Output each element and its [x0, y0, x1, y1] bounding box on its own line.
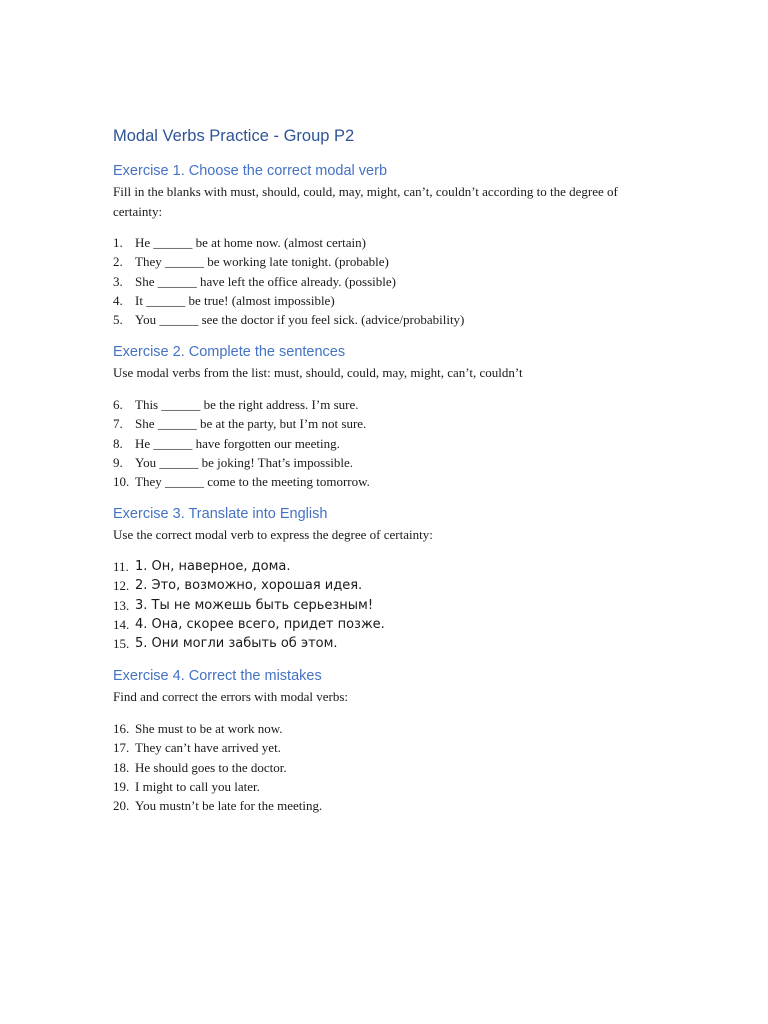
exercise-instructions: Use modal verbs from the list: must, should, could, may, might, can’t, couldn’t	[113, 365, 523, 381]
item-number: 14.	[113, 616, 130, 632]
item-number: 11.	[113, 558, 129, 574]
item-text: 5. Они могли забыть об этом.	[135, 636, 338, 652]
item-text: This ______ be the right address. I’m sure.	[135, 396, 359, 412]
item-number: 16.	[113, 720, 130, 736]
item-number: 13.	[113, 597, 130, 613]
exercise-instructions: Use the correct modal verb to express the degree of certainty:	[113, 527, 433, 543]
list-item	[113, 310, 653, 329]
list-item	[113, 395, 653, 414]
item-number: 1.	[113, 235, 123, 250]
item-text: I might to call you later.	[135, 778, 260, 794]
exercise-list	[113, 557, 653, 653]
item-text: 2. Это, возможно, хорошая идея.	[135, 578, 363, 594]
item-text: You mustn’t be late for the meeting.	[135, 798, 323, 814]
item-number: 3.	[113, 273, 123, 289]
list-item	[113, 777, 653, 796]
item-text: He ______ be at home now. (almost certain)	[135, 235, 366, 250]
list-item	[113, 576, 653, 595]
page-title: Modal Verbs Practice - Group P2	[113, 127, 355, 145]
item-text: You ______ be joking! That’s impossible.	[135, 454, 354, 470]
list-item	[113, 434, 653, 453]
list-item	[113, 796, 653, 815]
item-number: 8.	[113, 435, 123, 451]
item-text: You ______ see the doctor if you feel sick. (advice/probability)	[135, 312, 465, 328]
list-item	[113, 596, 653, 615]
list-item	[113, 272, 653, 291]
item-number: 2.	[113, 254, 123, 270]
list-item	[113, 453, 653, 472]
item-text: They ______ be working late tonight. (probable)	[135, 254, 389, 270]
list-item	[113, 414, 653, 433]
exercise-heading: Exercise 1. Choose the correct modal verb	[113, 163, 388, 179]
item-text: He ______ have forgotten our meeting.	[135, 435, 340, 451]
item-number: 6.	[113, 396, 123, 412]
item-text: 3. Ты не можешь быть серьезным!	[135, 597, 374, 613]
list-item	[113, 634, 653, 653]
exercise-heading: Exercise 2. Complete the sentences	[113, 344, 346, 361]
item-text: They ______ come to the meeting tomorrow.	[135, 474, 370, 490]
item-text: It ______ be true! (almost impossible)	[135, 292, 335, 308]
item-number: 19.	[113, 778, 130, 794]
item-number: 15.	[113, 636, 130, 652]
item-text: She ______ be at the party, but I’m not sure.	[135, 416, 367, 432]
list-item	[113, 472, 653, 491]
exercise-3	[113, 503, 653, 653]
document-body	[113, 124, 653, 815]
list-item	[113, 738, 653, 757]
list-item	[113, 291, 653, 310]
item-number: 9.	[113, 454, 123, 470]
item-text: She must to be at work now.	[135, 720, 283, 736]
exercise-list	[113, 719, 653, 815]
list-item	[113, 252, 653, 271]
exercise-instructions: Fill in the blanks with must, should, could, may, might, can’t, couldn’t according to the degree of certainty:	[113, 184, 618, 219]
item-number: 4.	[113, 292, 123, 308]
list-item	[113, 719, 653, 738]
list-item	[113, 233, 653, 252]
exercise-list	[113, 233, 653, 329]
item-number: 12.	[113, 578, 130, 594]
exercise-list	[113, 395, 653, 491]
item-number: 18.	[113, 759, 130, 775]
exercise-heading: Exercise 4. Correct the mistakes	[113, 668, 322, 685]
exercise-1	[113, 160, 653, 329]
list-item	[113, 615, 653, 634]
exercise-4	[113, 665, 653, 815]
item-text: He should goes to the doctor.	[135, 759, 287, 775]
item-number: 17.	[113, 740, 130, 756]
item-text: She ______ have left the office already. (possible)	[135, 273, 396, 289]
list-item	[113, 557, 653, 576]
item-text: They can’t have arrived yet.	[135, 740, 281, 756]
list-item	[113, 758, 653, 777]
exercise-heading: Exercise 3. Translate into English	[113, 506, 328, 523]
item-number: 7.	[113, 416, 123, 432]
item-number: 5.	[113, 312, 123, 328]
item-text: 1. Он, наверное, дома.	[135, 558, 291, 574]
item-number: 10.	[113, 474, 130, 490]
exercise-2	[113, 341, 653, 491]
item-number: 20.	[113, 798, 130, 814]
item-text: 4. Она, скорее всего, придет позже.	[135, 616, 385, 632]
exercise-instructions: Find and correct the errors with modal verbs:	[113, 689, 349, 705]
